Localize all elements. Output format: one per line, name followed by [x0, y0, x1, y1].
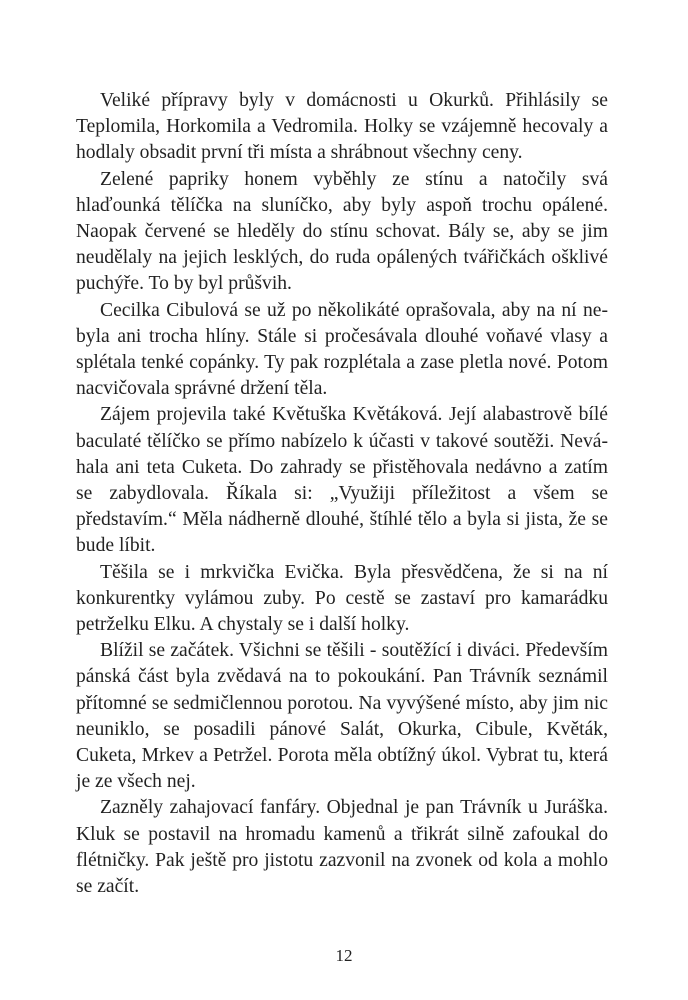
- paragraph: Těšila se i mrkvička Evička. Byla přesvědčena, že si na ní konkurentky vylámou zuby. Po cestě se zastaví pro kamarádku petrželku Elku. A chystaly se i další holky.: [76, 561, 608, 636]
- paragraph: Zájem projevila také Květuška Květáková. Její alabastrově bílé baculaté tělíčko se přímo nabízelo k účasti v takové soutěži. Neváhala ani teta Cuketa. Do zahrady se přistěhovala nedávno a zatím se zabydlovala. Říkala si: „Využiji příležitost a všem se představím.“ Měla nádherně dlouhé, štíhlé tělo a byla si jista, že se bude líbit.: [76, 404, 608, 557]
- paragraph: Blížil se začátek. Všichni se těšili - soutěžící i diváci. Především pánská část byla zvědavá na to pokoukání. Pan Trávník seznámil přítomné se sedmičlennou porotou. Na vyvýšené místo, aby jim nic neuniklo, se posadili pánové Salát, Okurka, Cibule, Květák, Cuketa, Mrkev a Petržel. Porota měla obtížný úkol. Vybrat tu, která je ze všech nej.: [76, 640, 608, 793]
- paragraph: Cecilka Cibulová se už po několikáté oprašovala, aby na ní nebyla ani trocha hlíny. Stále si pročesávala dlouhé voňavé vlasy a splétala tenké copánky. Ty pak rozplétala a zase pletla nové. Potom nacvičovala správné držení těla.: [76, 299, 608, 400]
- paragraph: Veliké přípravy byly v domácnosti u Okurků. Přihlásily se Teplomila, Horkomila a Vedromila. Holky se vzájemně hecovaly a hodlaly obsadit první tři místa a shrábnout všechny ceny.: [76, 90, 608, 164]
- paragraph: Zazněly zahajovací fanfáry. Objednal je pan Trávník u Juráška. Kluk se postavil na hromadu kamenů a třikrát silně zafoukal do flétničky. Pak ještě pro jistotu zazvonil na zvonek od kola a mohlo se začít.: [76, 797, 608, 898]
- page-number: 12: [335, 946, 353, 965]
- body-text: [76, 88, 608, 900]
- paragraph: Zelené papriky honem vyběhly ze stínu a natočily svá hlaďounká tělíčka na sluníčko, aby byly aspoň trochu opálené. Naopak červené se hleděly do stínu schovat. Bály se, aby se jim neudělaly na jejich lesklých, do ruda opálených tvářičkách ošklivé puchýře. To by byl průšvih.: [76, 168, 608, 295]
